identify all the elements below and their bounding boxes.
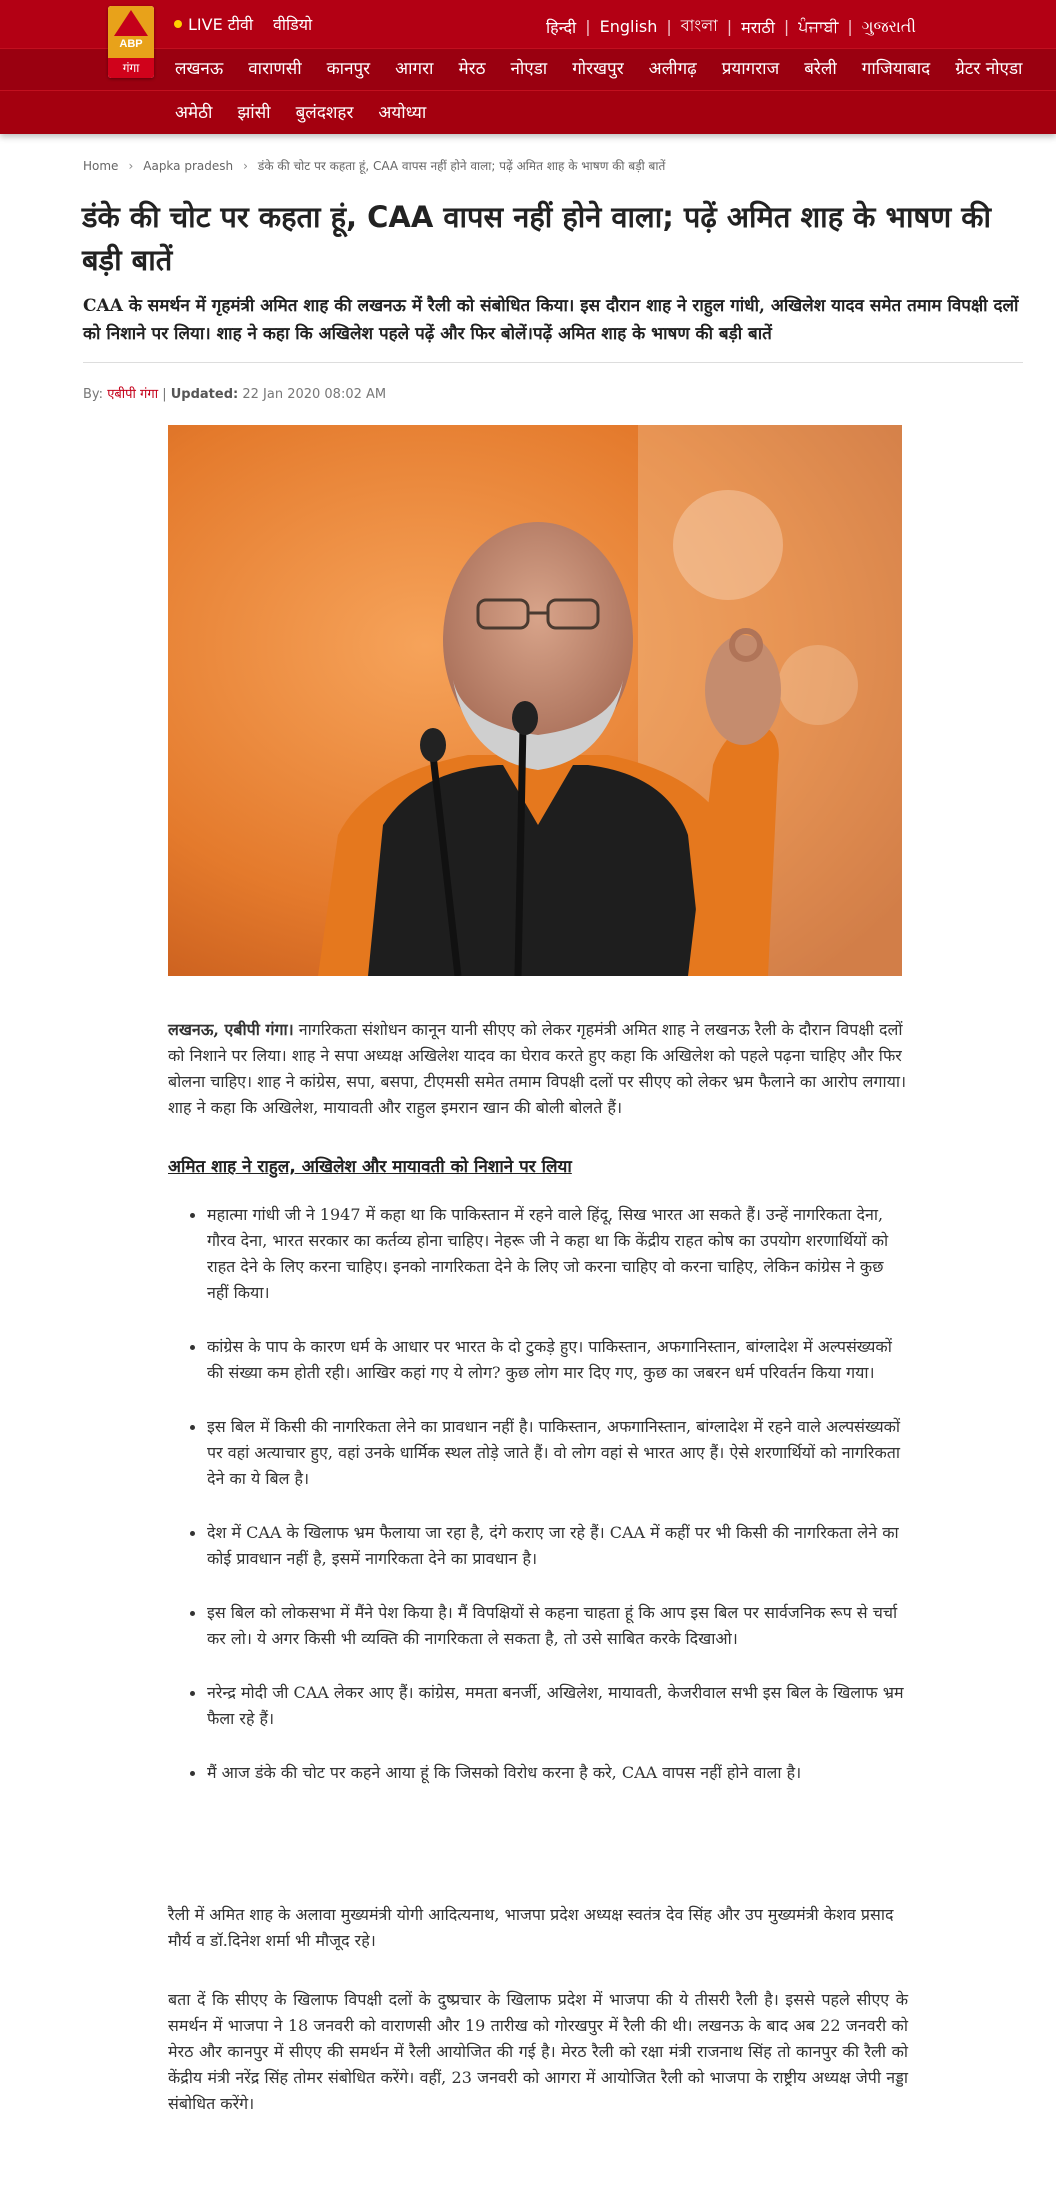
logo-triangle-icon bbox=[114, 10, 148, 36]
nav-item-greater-noida[interactable]: ग्रेटर नोएडा bbox=[955, 59, 1023, 79]
nav-item-bareilly[interactable]: बरेली bbox=[804, 59, 837, 79]
nav-item-amethi[interactable]: अमेठी bbox=[175, 103, 213, 123]
nav-item-meerut[interactable]: मेरठ bbox=[458, 59, 486, 79]
article-byline bbox=[83, 384, 386, 402]
nav-item-aligarh[interactable]: अलीगढ़ bbox=[648, 59, 697, 79]
list-item: मैं आज डंके की चोट पर कहने आया हूं कि जिसको विरोध करना है करे, CAA वापस नहीं होने वाला है। bbox=[168, 1760, 908, 1786]
lang-separator: | bbox=[726, 17, 733, 36]
live-tv-link[interactable] bbox=[174, 13, 253, 35]
lang-separator: | bbox=[585, 17, 591, 36]
nav-item-jhansi[interactable]: झांसी bbox=[237, 103, 271, 123]
article-paragraph-2: रैली में अमित शाह के अलावा मुख्यमंत्री योगी आदित्यनाथ, भाजपा प्रदेश अध्यक्ष स्वतंत्र देव सिंह और उप मुख्यमंत्री केशव प्रसाद मौर्य व डॉ.दिनेश शर्मा भी मौजूद रहे। bbox=[168, 1905, 894, 1950]
nav-item-varanasi[interactable]: वाराणसी bbox=[248, 59, 302, 79]
key-points-list bbox=[168, 1202, 908, 1814]
lang-separator: | bbox=[783, 17, 790, 36]
lang-bangla[interactable]: বাংলা bbox=[680, 16, 718, 35]
live-tv-label: LIVE टीवी bbox=[188, 15, 254, 34]
lang-separator: | bbox=[666, 17, 672, 36]
breadcrumb-home[interactable]: Home bbox=[83, 158, 119, 173]
nav-item-noida[interactable]: नोएडा bbox=[510, 59, 548, 79]
article-subheading: अमित शाह ने राहुल, अखिलेश और मायावती को निशाने पर लिया bbox=[168, 1157, 572, 1177]
article-lead-paragraph bbox=[168, 1017, 908, 1121]
article-summary: CAA के समर्थन में गृहमंत्री अमित शाह की लखनऊ में रैली को संबोधित किया। इस दौरान शाह ने राहुल गांधी, अखिलेश यादव समेत तमाम विपक्षी दलों को निशाने पर लिया। शाह ने कहा कि अखिलेश पहले पढ़ें और फिर बोलें।पढ़ें अमित शाह के भाषण की बड़ी बातें bbox=[83, 296, 1019, 344]
nav-item-bulandshahr[interactable]: बुलंदशहर bbox=[295, 103, 354, 123]
logo-abp-text: ABP bbox=[119, 38, 143, 50]
lead-text: नागरिकता संशोधन कानून यानी सीएए को लेकर गृहमंत्री अमित शाह ने लखनऊ रैली के दौरान विपक्षी दलों को निशाने पर लिया। शाह ने सपा अध्यक्ष अखिलेश यादव का घेराव करते हुए कहा कि अखिलेश को पहले पढ़ना चाहिए और फिर बोलना चाहिए। शाह ने कांग्रेस, सपा, बसपा, टीएमसी समेत तमाम विपक्षी दलों पर सीएए को लेकर भ्रम फैलाने का आरोप लगाया। शाह ने कहा कि अखिलेश, मायावती और राहुल इमरान खान की बोली बोलते हैं। bbox=[168, 1020, 907, 1117]
video-link[interactable]: वीडियो bbox=[273, 15, 313, 34]
hero-photo-illustration bbox=[168, 425, 902, 976]
chevron-right-icon: › bbox=[128, 158, 134, 173]
list-item: कांग्रेस के पाप के कारण धर्म के आधार पर भारत के दो टुकड़े हुए। पाकिस्तान, अफगानिस्तान, बांग्लादेश में अल्पसंख्यकों की संख्या कम होती रही। आखिर कहां गए ये लोग? कुछ लोग मार दिए गए, कुछ का जबरन धर्म परिवर्तन किया गया। bbox=[168, 1334, 908, 1386]
nav-row-2-bg bbox=[0, 90, 1056, 134]
lang-english[interactable]: English bbox=[599, 17, 658, 36]
nav-item-lucknow[interactable]: लखनऊ bbox=[175, 59, 224, 79]
author-link[interactable]: एबीपी गंगा bbox=[107, 387, 159, 402]
lang-gujarati[interactable]: ગુજરાતી bbox=[861, 16, 916, 36]
nav-item-ghaziabad[interactable]: गाजियाबाद bbox=[861, 59, 931, 79]
city-nav-row-1 bbox=[175, 56, 1022, 79]
language-switcher bbox=[546, 13, 916, 40]
nav-item-kanpur[interactable]: कानपुर bbox=[326, 59, 371, 79]
list-item: देश में CAA के खिलाफ भ्रम फैलाया जा रहा है, दंगे कराए जा रहे हैं। CAA में कहीं पर भी किसी की नागरिकता लेने का कोई प्रावधान नहीं है, इसमें नागरिकता देने का प्रावधान है। bbox=[168, 1520, 908, 1572]
article-paragraph-3: बता दें कि सीएए के खिलाफ विपक्षी दलों के दुष्प्रचार के खिलाफ प्रदेश में भाजपा की ये तीसरी रैली है। इससे पहले सीएए के समर्थन में भाजपा ने 18 जनवरी को वाराणसी और 19 तारीख को गोरखपुर में रैली की थी। लखनऊ के बाद अब 22 जनवरी को मेरठ और कानपुर में सीएए की समर्थन में रैली आयोजित की गई है। मेरठ रैली को रक्षा मंत्री राजनाथ सिंह तो कानपुर की रैली को केंद्रीय मंत्री नरेंद्र सिंह तोमर संबोधित करेंगे। वहीं, 23 जनवरी को आगरा में आयोजित रैली को भाजपा के राष्ट्रीय अध्यक्ष जेपी नड्डा संबोधित करेंगे। bbox=[168, 1990, 908, 2113]
site-header bbox=[0, 0, 1056, 134]
logo-ganga-text: गंगा bbox=[108, 58, 154, 78]
breadcrumb bbox=[83, 157, 665, 174]
nav-item-ayodhya[interactable]: अयोध्या bbox=[378, 103, 427, 123]
lang-hindi[interactable]: हिन्दी bbox=[545, 17, 577, 37]
updated-label: Updated: bbox=[170, 387, 239, 402]
updated-value: 22 Jan 2020 08:02 AM bbox=[242, 387, 387, 402]
summary-divider bbox=[83, 362, 1023, 363]
nav-item-agra[interactable]: आगरा bbox=[395, 59, 434, 79]
list-item: इस बिल को लोकसभा में मैंने पेश किया है। मैं विपक्षियों से कहना चाहता हूं कि आप इस बिल पर सार्वजनिक रूप से चर्चा कर लो। ये अगर किसी भी व्यक्ति की नागरिकता ले सकता है, तो उसे साबित करके दिखाओ। bbox=[168, 1600, 908, 1652]
lang-marathi[interactable]: मराठी bbox=[741, 17, 775, 37]
lang-punjabi[interactable]: ਪੰਜਾਬੀ bbox=[798, 16, 839, 36]
article-hero-image bbox=[168, 425, 902, 976]
lead-dateline: लखनऊ, एबीपी गंगा। bbox=[168, 1020, 294, 1039]
byline-separator: | bbox=[162, 387, 171, 402]
chevron-right-icon: › bbox=[243, 158, 248, 173]
nav-item-gorakhpur[interactable]: गोरखपुर bbox=[572, 59, 624, 79]
by-label: By: bbox=[83, 387, 104, 402]
city-nav-row-2 bbox=[175, 100, 451, 123]
breadcrumb-section[interactable]: Aapka pradesh bbox=[143, 158, 234, 173]
live-dot-icon bbox=[174, 20, 182, 28]
list-item: इस बिल में किसी की नागरिकता लेने का प्रावधान नहीं है। पाकिस्तान, अफगानिस्तान, बांग्लादेश में रहने वाले अल्पसंख्यकों पर वहां अत्याचार हुए, वहां उनके धार्मिक स्थल तोड़े जाते हैं। वो लोग वहां से भारत आए हैं। ऐसे शरणार्थियों को नागरिकता देने का ये बिल है। bbox=[168, 1414, 908, 1492]
lang-separator: | bbox=[847, 17, 853, 36]
nav-item-prayagraj[interactable]: प्रयागराज bbox=[721, 59, 780, 79]
article-title: डंके की चोट पर कहता हूं, CAA वापस नहीं होने वाला; पढ़ें अमित शाह के भाषण की बड़ी बातें bbox=[82, 200, 992, 277]
abp-ganga-logo[interactable] bbox=[108, 6, 154, 78]
breadcrumb-current: डंके की चोट पर कहता हूं, CAA वापस नहीं होने वाला; पढ़ें अमित शाह के भाषण की बड़ी बातें bbox=[257, 159, 666, 173]
list-item: नरेन्द्र मोदी जी CAA लेकर आए हैं। कांग्रेस, ममता बनर्जी, अखिलेश, मायावती, केजरीवाल सभी इस बिल के खिलाफ भ्रम फैला रहे हैं। bbox=[168, 1680, 908, 1732]
list-item: महात्मा गांधी जी ने 1947 में कहा था कि पाकिस्तान में रहने वाले हिंदू, सिख भारत आ सकते हैं। उन्हें नागरिकता देना, गौरव देना, भारत सरकार का कर्तव्य होना चाहिए। नेहरू जी ने कहा था कि केंद्रीय राहत कोष का उपयोग शरणार्थियों को राहत देने के लिए करना चाहिए। इनको नागरिकता देने के लिए जो करना चाहिए वो करना चाहिए, लेकिन कांग्रेस ने कुछ नहीं किया। bbox=[168, 1202, 908, 1306]
